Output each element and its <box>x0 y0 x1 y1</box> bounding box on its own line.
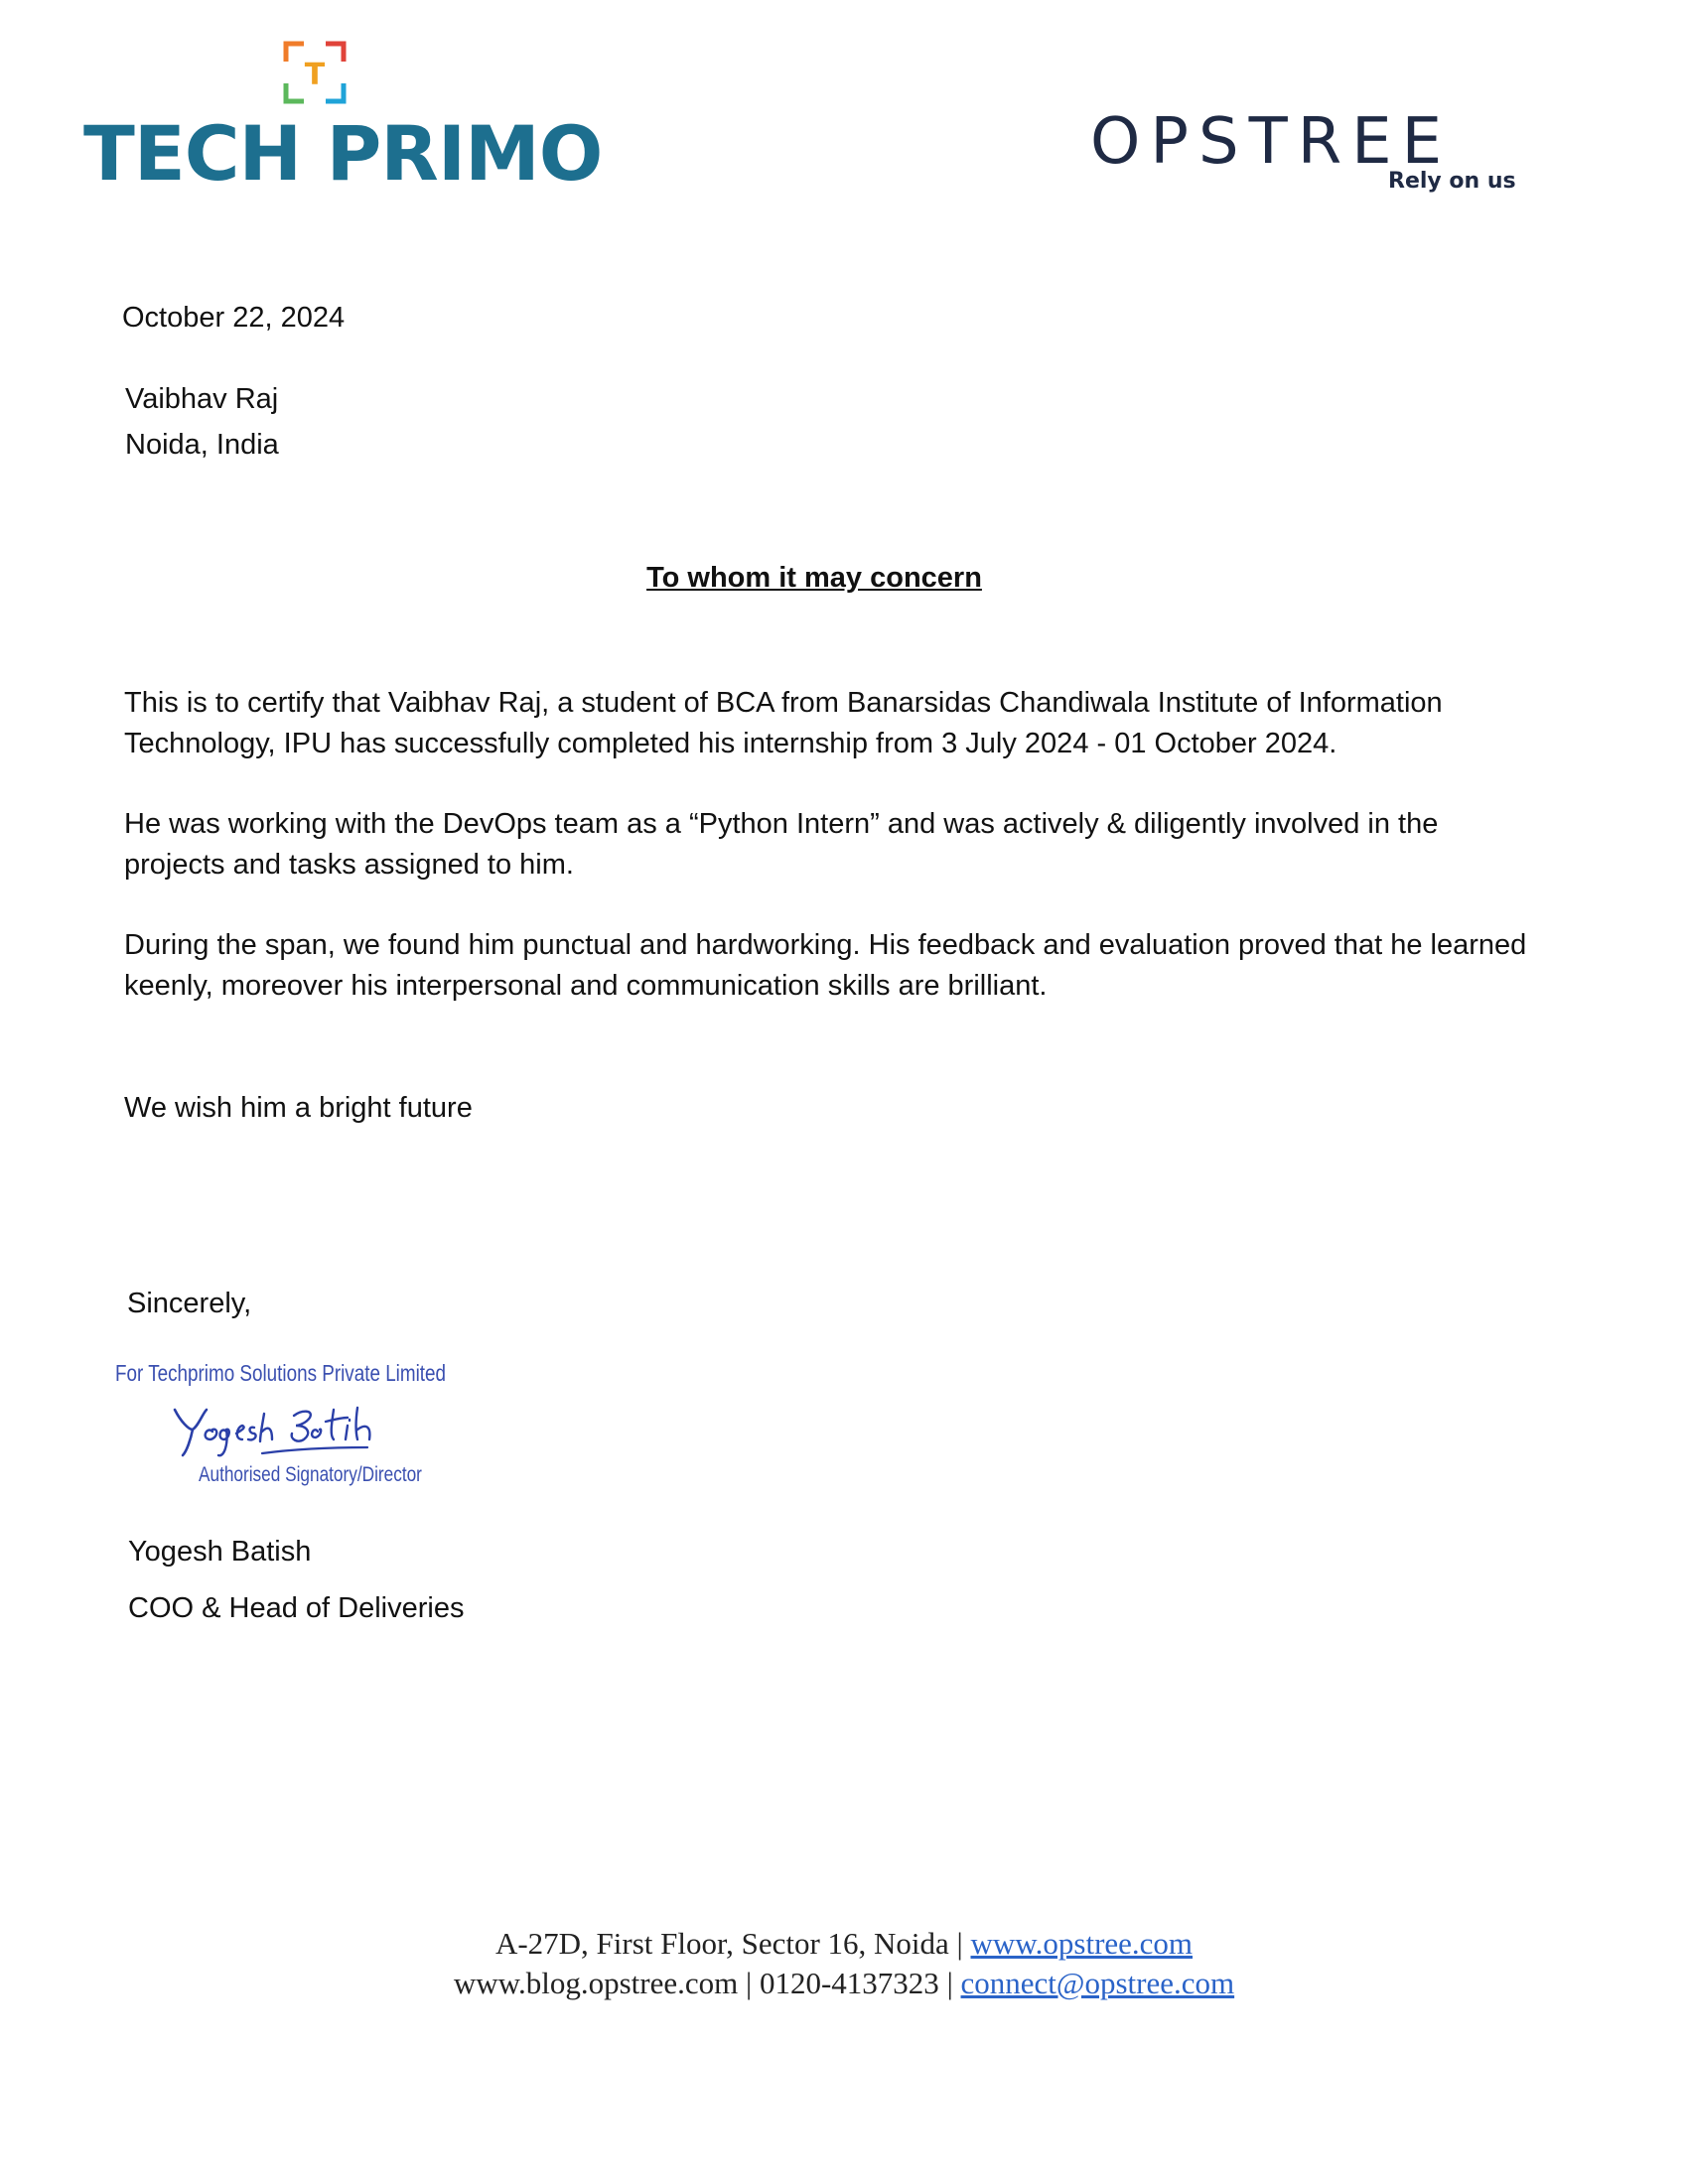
footer-separator: | <box>738 1966 760 2000</box>
paragraph-wishes: We wish him a bright future <box>124 1092 473 1124</box>
footer-address: A-27D, First Floor, Sector 16, Noida <box>494 1926 949 1961</box>
opstree-wordmark: OPSTREE <box>1090 105 1453 179</box>
footer-phone: 0120-4137323 <box>759 1966 939 2000</box>
opstree-logo <box>1090 107 1527 206</box>
stamp-role: Authorised Signatory/Director <box>199 1463 422 1486</box>
footer-blog: www.blog.opstree.com <box>453 1966 739 2000</box>
footer-website-link[interactable]: www.opstree.com <box>970 1926 1194 1961</box>
opstree-tagline: Rely on us <box>1388 169 1516 194</box>
stamp-company: For Techprimo Solutions Private Limited <box>115 1360 446 1386</box>
techprimo-logo <box>83 40 603 199</box>
paragraph-evaluation: During the span, we found him punctual and hardworking. His feedback and evaluation proved that he learned keenly, moreover his interpersonal and communication skills are brilliant. <box>124 929 1527 1002</box>
closing: Sincerely, <box>127 1288 252 1319</box>
techprimo-wordmark: TECH PRIMO <box>83 109 603 198</box>
signer-title: COO & Head of Deliveries <box>128 1592 465 1624</box>
footer-line-1 <box>0 1926 1688 1962</box>
techprimo-mark-letter: T <box>304 58 326 92</box>
footer-line-2 <box>0 1966 1688 2001</box>
signer-name: Yogesh Batish <box>128 1536 312 1568</box>
handwritten-signature <box>163 1396 401 1465</box>
footer-email-link[interactable]: connect@opstree.com <box>960 1966 1235 2000</box>
signature-stamp <box>115 1352 473 1511</box>
paragraph-role: He was working with the DevOps team as a “Python Intern” and was actively & diligently involved in the projects and tasks assigned to him. <box>124 808 1439 881</box>
recipient-name: Vaibhav Raj <box>125 383 279 415</box>
paragraph-certification: This is to certify that Vaibhav Raj, a student of BCA from Banarsidas Chandiwala Institute of Information Technology, IPU has successfully completed his internship from 3 July 2024 - 01 October 2024. <box>124 687 1443 759</box>
footer-separator: | <box>948 1926 971 1961</box>
footer-separator: | <box>938 1966 961 2000</box>
techprimo-mark-icon <box>282 40 348 105</box>
recipient-location: Noida, India <box>125 429 279 461</box>
letter-subject: To whom it may concern <box>646 562 982 594</box>
letter-date: October 22, 2024 <box>122 302 346 334</box>
